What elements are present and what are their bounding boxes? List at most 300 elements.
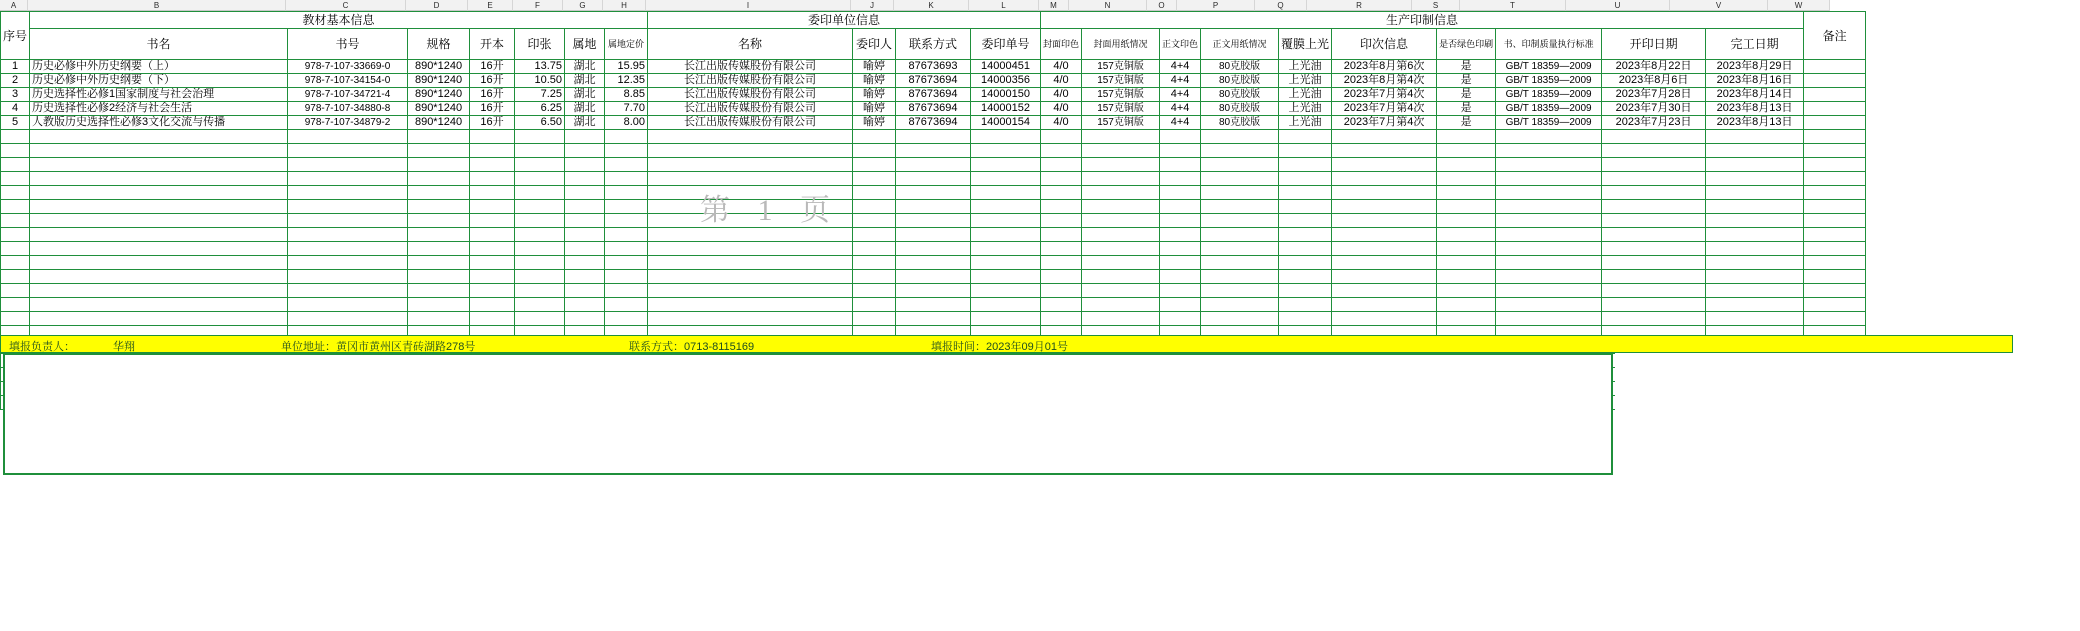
- cell-format[interactable]: 16开: [470, 116, 515, 130]
- cell-empty[interactable]: [896, 172, 971, 186]
- cell-empty[interactable]: [1332, 284, 1437, 298]
- column-header-v[interactable]: V: [1670, 0, 1768, 11]
- cell-empty[interactable]: [288, 270, 408, 284]
- cell-empty[interactable]: [408, 270, 470, 284]
- cell-empty[interactable]: [30, 242, 288, 256]
- cell-empty[interactable]: [1041, 312, 1082, 326]
- cell-empty[interactable]: [1082, 130, 1160, 144]
- cell-empty[interactable]: [1332, 256, 1437, 270]
- cell-cover-color[interactable]: 4/0: [1041, 88, 1082, 102]
- cell-empty[interactable]: [565, 186, 605, 200]
- cell-empty[interactable]: [1160, 256, 1201, 270]
- cell-empty[interactable]: [1602, 214, 1706, 228]
- cell-order-no[interactable]: 14000356: [971, 74, 1041, 88]
- cell-empty[interactable]: [1437, 228, 1496, 242]
- cell-seq[interactable]: 2: [1, 74, 30, 88]
- cell-empty[interactable]: [1279, 214, 1332, 228]
- column-header-i[interactable]: I: [646, 0, 851, 11]
- cell-book-no[interactable]: 978-7-107-34879-2: [288, 116, 408, 130]
- cell-empty[interactable]: [565, 200, 605, 214]
- cell-empty[interactable]: [1160, 172, 1201, 186]
- cell-empty[interactable]: [971, 256, 1041, 270]
- cell-price[interactable]: 8.00: [605, 116, 648, 130]
- cell-empty[interactable]: [1, 256, 30, 270]
- cell-empty[interactable]: [565, 144, 605, 158]
- cell-empty[interactable]: [470, 144, 515, 158]
- cell-empty[interactable]: [1041, 214, 1082, 228]
- cell-empty[interactable]: [288, 228, 408, 242]
- cell-print-info[interactable]: 2023年7月第4次: [1332, 102, 1437, 116]
- cell-empty[interactable]: [1602, 242, 1706, 256]
- cell-empty[interactable]: [853, 228, 896, 242]
- cell-sheets[interactable]: 13.75: [515, 60, 565, 74]
- column-header-p[interactable]: P: [1177, 0, 1255, 11]
- cell-empty[interactable]: [1082, 312, 1160, 326]
- cell-empty[interactable]: [470, 158, 515, 172]
- cell-empty[interactable]: [853, 242, 896, 256]
- cell-empty[interactable]: [1804, 186, 1866, 200]
- cell-empty[interactable]: [971, 298, 1041, 312]
- cell-empty[interactable]: [565, 312, 605, 326]
- cell-empty[interactable]: [30, 186, 288, 200]
- cell-text-paper[interactable]: 80克胶版: [1201, 60, 1279, 74]
- cell-empty[interactable]: [408, 228, 470, 242]
- cell-empty[interactable]: [971, 200, 1041, 214]
- cell-agent[interactable]: 喻婷: [853, 60, 896, 74]
- cell-text-paper[interactable]: 80克胶版: [1201, 102, 1279, 116]
- cell-empty[interactable]: [1082, 284, 1160, 298]
- cell-empty[interactable]: [1804, 130, 1866, 144]
- cell-format[interactable]: 16开: [470, 88, 515, 102]
- cell-empty[interactable]: [605, 144, 648, 158]
- cell-empty[interactable]: [1602, 130, 1706, 144]
- cell-empty[interactable]: [648, 312, 853, 326]
- cell-empty[interactable]: [288, 312, 408, 326]
- cell-empty[interactable]: [1804, 298, 1866, 312]
- cell-lamination[interactable]: 上光油: [1279, 60, 1332, 74]
- cell-empty[interactable]: [1602, 270, 1706, 284]
- cell-empty[interactable]: [605, 228, 648, 242]
- notes-area[interactable]: [3, 353, 1613, 475]
- cell-empty[interactable]: [1041, 186, 1082, 200]
- cell-empty[interactable]: [1706, 172, 1804, 186]
- cell-empty[interactable]: [1496, 130, 1602, 144]
- cell-empty[interactable]: [1706, 200, 1804, 214]
- cell-empty[interactable]: [853, 298, 896, 312]
- cell-empty[interactable]: [1, 186, 30, 200]
- column-header-f[interactable]: F: [513, 0, 563, 11]
- cell-empty[interactable]: [470, 298, 515, 312]
- cell-remark[interactable]: [1804, 102, 1866, 116]
- cell-empty[interactable]: [1602, 284, 1706, 298]
- cell-cover-paper[interactable]: 157克铜版: [1082, 60, 1160, 74]
- cell-empty[interactable]: [515, 144, 565, 158]
- cell-empty[interactable]: [1496, 144, 1602, 158]
- cell-empty[interactable]: [408, 172, 470, 186]
- cell-region[interactable]: 湖北: [565, 60, 605, 74]
- cell-book-name[interactable]: 历史必修中外历史纲要（下）: [30, 74, 288, 88]
- cell-cover-color[interactable]: 4/0: [1041, 60, 1082, 74]
- cell-empty[interactable]: [853, 130, 896, 144]
- cell-remark[interactable]: [1804, 116, 1866, 130]
- cell-price[interactable]: 12.35: [605, 74, 648, 88]
- cell-empty[interactable]: [1041, 298, 1082, 312]
- cell-empty[interactable]: [605, 186, 648, 200]
- cell-order-no[interactable]: 14000154: [971, 116, 1041, 130]
- cell-empty[interactable]: [1160, 214, 1201, 228]
- cell-empty[interactable]: [1496, 172, 1602, 186]
- cell-empty[interactable]: [1496, 270, 1602, 284]
- cell-empty[interactable]: [1160, 228, 1201, 242]
- cell-empty[interactable]: [853, 186, 896, 200]
- cell-cover-color[interactable]: 4/0: [1041, 102, 1082, 116]
- column-header-d[interactable]: D: [406, 0, 468, 11]
- cell-empty[interactable]: [1279, 172, 1332, 186]
- cell-agent[interactable]: 喻婷: [853, 102, 896, 116]
- cell-empty[interactable]: [408, 298, 470, 312]
- cell-empty[interactable]: [1, 270, 30, 284]
- cell-empty[interactable]: [648, 172, 853, 186]
- cell-price[interactable]: 15.95: [605, 60, 648, 74]
- cell-empty[interactable]: [1804, 228, 1866, 242]
- cell-empty[interactable]: [1332, 270, 1437, 284]
- cell-seq[interactable]: 4: [1, 102, 30, 116]
- cell-empty[interactable]: [1437, 200, 1496, 214]
- cell-empty[interactable]: [605, 130, 648, 144]
- cell-empty[interactable]: [1082, 158, 1160, 172]
- cell-empty[interactable]: [605, 242, 648, 256]
- cell-text-color[interactable]: 4+4: [1160, 116, 1201, 130]
- cell-empty[interactable]: [1602, 144, 1706, 158]
- cell-seq[interactable]: 1: [1, 60, 30, 74]
- cell-lamination[interactable]: 上光油: [1279, 102, 1332, 116]
- cell-remark[interactable]: [1804, 60, 1866, 74]
- cell-empty[interactable]: [1804, 144, 1866, 158]
- cell-empty[interactable]: [1041, 256, 1082, 270]
- cell-empty[interactable]: [408, 312, 470, 326]
- cell-empty[interactable]: [605, 158, 648, 172]
- cell-empty[interactable]: [1437, 144, 1496, 158]
- cell-empty[interactable]: [30, 298, 288, 312]
- cell-empty[interactable]: [1602, 172, 1706, 186]
- cell-empty[interactable]: [565, 242, 605, 256]
- cell-empty[interactable]: [288, 130, 408, 144]
- cell-empty[interactable]: [30, 312, 288, 326]
- cell-green-print[interactable]: 是: [1437, 88, 1496, 102]
- cell-book-name[interactable]: 历史选择性必修1国家制度与社会治理: [30, 88, 288, 102]
- cell-lamination[interactable]: 上光油: [1279, 88, 1332, 102]
- cell-lamination[interactable]: 上光油: [1279, 116, 1332, 130]
- cell-empty[interactable]: [30, 172, 288, 186]
- cell-empty[interactable]: [1, 242, 30, 256]
- cell-empty[interactable]: [648, 186, 853, 200]
- cell-empty[interactable]: [1332, 144, 1437, 158]
- cell-empty[interactable]: [408, 200, 470, 214]
- cell-book-name[interactable]: 历史必修中外历史纲要（上）: [30, 60, 288, 74]
- cell-empty[interactable]: [1706, 298, 1804, 312]
- cell-empty[interactable]: [1279, 270, 1332, 284]
- cell-empty[interactable]: [1, 214, 30, 228]
- cell-empty[interactable]: [408, 242, 470, 256]
- cell-empty[interactable]: [896, 158, 971, 172]
- cell-empty[interactable]: [853, 200, 896, 214]
- cell-quality-std[interactable]: GB/T 18359—2009: [1496, 102, 1602, 116]
- cell-empty[interactable]: [896, 284, 971, 298]
- cell-cover-paper[interactable]: 157克铜版: [1082, 74, 1160, 88]
- cell-empty[interactable]: [1706, 144, 1804, 158]
- cell-empty[interactable]: [30, 130, 288, 144]
- cell-empty[interactable]: [605, 270, 648, 284]
- cell-empty[interactable]: [971, 228, 1041, 242]
- cell-book-no[interactable]: 978-7-107-34880-8: [288, 102, 408, 116]
- cell-empty[interactable]: [408, 214, 470, 228]
- cell-empty[interactable]: [515, 214, 565, 228]
- cell-empty[interactable]: [1496, 312, 1602, 326]
- cell-empty[interactable]: [288, 186, 408, 200]
- cell-empty[interactable]: [470, 186, 515, 200]
- cell-empty[interactable]: [853, 256, 896, 270]
- cell-empty[interactable]: [853, 214, 896, 228]
- cell-client-name[interactable]: 长江出版传媒股份有限公司: [648, 88, 853, 102]
- cell-format[interactable]: 16开: [470, 60, 515, 74]
- cell-book-no[interactable]: 978-7-107-34154-0: [288, 74, 408, 88]
- cell-empty[interactable]: [1332, 242, 1437, 256]
- cell-contact[interactable]: 87673694: [896, 74, 971, 88]
- cell-empty[interactable]: [515, 186, 565, 200]
- cell-empty[interactable]: [1, 200, 30, 214]
- cell-empty[interactable]: [1041, 172, 1082, 186]
- cell-empty[interactable]: [1437, 312, 1496, 326]
- cell-empty[interactable]: [408, 158, 470, 172]
- cell-empty[interactable]: [1201, 270, 1279, 284]
- cell-empty[interactable]: [648, 158, 853, 172]
- cell-empty[interactable]: [1706, 158, 1804, 172]
- column-header-m[interactable]: M: [1039, 0, 1069, 11]
- cell-empty[interactable]: [1201, 186, 1279, 200]
- cell-empty[interactable]: [288, 172, 408, 186]
- cell-empty[interactable]: [1804, 312, 1866, 326]
- cell-empty[interactable]: [1804, 284, 1866, 298]
- cell-empty[interactable]: [1082, 200, 1160, 214]
- cell-text-paper[interactable]: 80克胶版: [1201, 88, 1279, 102]
- cell-empty[interactable]: [1496, 158, 1602, 172]
- cell-empty[interactable]: [1160, 158, 1201, 172]
- cell-format[interactable]: 16开: [470, 102, 515, 116]
- cell-empty[interactable]: [565, 228, 605, 242]
- cell-empty[interactable]: [30, 256, 288, 270]
- cell-empty[interactable]: [288, 200, 408, 214]
- cell-empty[interactable]: [1496, 256, 1602, 270]
- cell-empty[interactable]: [648, 200, 853, 214]
- cell-empty[interactable]: [1082, 172, 1160, 186]
- cell-print-info[interactable]: 2023年7月第4次: [1332, 88, 1437, 102]
- cell-empty[interactable]: [1082, 242, 1160, 256]
- column-header-s[interactable]: S: [1412, 0, 1460, 11]
- cell-text-color[interactable]: 4+4: [1160, 102, 1201, 116]
- cell-empty[interactable]: [1082, 186, 1160, 200]
- cell-empty[interactable]: [1602, 228, 1706, 242]
- cell-empty[interactable]: [971, 172, 1041, 186]
- cell-empty[interactable]: [1201, 214, 1279, 228]
- cell-empty[interactable]: [1, 312, 30, 326]
- cell-empty[interactable]: [853, 144, 896, 158]
- cell-empty[interactable]: [896, 270, 971, 284]
- cell-format[interactable]: 16开: [470, 74, 515, 88]
- cell-empty[interactable]: [1201, 144, 1279, 158]
- cell-empty[interactable]: [1496, 200, 1602, 214]
- column-header-r[interactable]: R: [1307, 0, 1412, 11]
- cell-empty[interactable]: [971, 144, 1041, 158]
- cell-empty[interactable]: [30, 200, 288, 214]
- cell-empty[interactable]: [1160, 144, 1201, 158]
- cell-empty[interactable]: [971, 312, 1041, 326]
- cell-empty[interactable]: [1332, 200, 1437, 214]
- cell-finish-date[interactable]: 2023年8月13日: [1706, 116, 1804, 130]
- cell-empty[interactable]: [605, 312, 648, 326]
- column-header-l[interactable]: L: [969, 0, 1039, 11]
- cell-print-info[interactable]: 2023年8月第6次: [1332, 60, 1437, 74]
- cell-empty[interactable]: [1496, 228, 1602, 242]
- cell-empty[interactable]: [971, 270, 1041, 284]
- column-header-n[interactable]: N: [1069, 0, 1147, 11]
- cell-region[interactable]: 湖北: [565, 116, 605, 130]
- cell-empty[interactable]: [1804, 270, 1866, 284]
- column-header-w[interactable]: W: [1768, 0, 1830, 11]
- cell-empty[interactable]: [648, 284, 853, 298]
- cell-empty[interactable]: [605, 298, 648, 312]
- cell-spec[interactable]: 890*1240: [408, 88, 470, 102]
- cell-empty[interactable]: [1437, 284, 1496, 298]
- cell-empty[interactable]: [1, 144, 30, 158]
- cell-quality-std[interactable]: GB/T 18359—2009: [1496, 60, 1602, 74]
- cell-empty[interactable]: [1201, 200, 1279, 214]
- cell-empty[interactable]: [1082, 144, 1160, 158]
- cell-sheets[interactable]: 6.50: [515, 116, 565, 130]
- cell-empty[interactable]: [470, 214, 515, 228]
- cell-empty[interactable]: [896, 228, 971, 242]
- cell-empty[interactable]: [1279, 312, 1332, 326]
- cell-empty[interactable]: [853, 284, 896, 298]
- cell-empty[interactable]: [565, 158, 605, 172]
- cell-empty[interactable]: [896, 256, 971, 270]
- cell-cover-color[interactable]: 4/0: [1041, 116, 1082, 130]
- cell-empty[interactable]: [470, 284, 515, 298]
- cell-region[interactable]: 湖北: [565, 102, 605, 116]
- column-header-g[interactable]: G: [563, 0, 603, 11]
- cell-empty[interactable]: [288, 256, 408, 270]
- cell-empty[interactable]: [1201, 256, 1279, 270]
- cell-text-paper[interactable]: 80克胶版: [1201, 116, 1279, 130]
- cell-finish-date[interactable]: 2023年8月29日: [1706, 60, 1804, 74]
- column-header-o[interactable]: O: [1147, 0, 1177, 11]
- cell-empty[interactable]: [1201, 130, 1279, 144]
- cell-empty[interactable]: [1804, 158, 1866, 172]
- cell-agent[interactable]: 喻婷: [853, 116, 896, 130]
- cell-empty[interactable]: [605, 256, 648, 270]
- cell-empty[interactable]: [1, 172, 30, 186]
- cell-order-no[interactable]: 14000451: [971, 60, 1041, 74]
- cell-cover-color[interactable]: 4/0: [1041, 74, 1082, 88]
- cell-remark[interactable]: [1804, 74, 1866, 88]
- cell-empty[interactable]: [470, 172, 515, 186]
- cell-empty[interactable]: [1602, 298, 1706, 312]
- cell-empty[interactable]: [1279, 298, 1332, 312]
- cell-book-no[interactable]: 978-7-107-33669-0: [288, 60, 408, 74]
- cell-empty[interactable]: [1160, 270, 1201, 284]
- column-header-u[interactable]: U: [1566, 0, 1670, 11]
- cell-start-date[interactable]: 2023年7月23日: [1602, 116, 1706, 130]
- cell-sheets[interactable]: 10.50: [515, 74, 565, 88]
- cell-empty[interactable]: [1160, 312, 1201, 326]
- cell-empty[interactable]: [1279, 228, 1332, 242]
- cell-empty[interactable]: [1437, 186, 1496, 200]
- cell-empty[interactable]: [1201, 284, 1279, 298]
- cell-empty[interactable]: [1201, 312, 1279, 326]
- cell-empty[interactable]: [1602, 256, 1706, 270]
- cell-empty[interactable]: [1706, 312, 1804, 326]
- cell-empty[interactable]: [1706, 284, 1804, 298]
- cell-text-color[interactable]: 4+4: [1160, 88, 1201, 102]
- cell-empty[interactable]: [470, 270, 515, 284]
- cell-empty[interactable]: [288, 158, 408, 172]
- cell-price[interactable]: 7.70: [605, 102, 648, 116]
- cell-quality-std[interactable]: GB/T 18359—2009: [1496, 88, 1602, 102]
- cell-empty[interactable]: [1, 284, 30, 298]
- cell-empty[interactable]: [1332, 158, 1437, 172]
- cell-empty[interactable]: [1437, 172, 1496, 186]
- cell-empty[interactable]: [1437, 270, 1496, 284]
- cell-client-name[interactable]: 长江出版传媒股份有限公司: [648, 74, 853, 88]
- cell-empty[interactable]: [515, 158, 565, 172]
- cell-empty[interactable]: [1804, 172, 1866, 186]
- cell-empty[interactable]: [565, 214, 605, 228]
- cell-empty[interactable]: [896, 312, 971, 326]
- cell-book-name[interactable]: 人教版历史选择性必修3文化交流与传播: [30, 116, 288, 130]
- cell-print-info[interactable]: 2023年7月第4次: [1332, 116, 1437, 130]
- cell-empty[interactable]: [1496, 242, 1602, 256]
- cell-empty[interactable]: [1437, 214, 1496, 228]
- cell-empty[interactable]: [1496, 298, 1602, 312]
- cell-empty[interactable]: [1041, 144, 1082, 158]
- cell-empty[interactable]: [896, 298, 971, 312]
- column-header-b[interactable]: B: [28, 0, 286, 11]
- cell-empty[interactable]: [1279, 158, 1332, 172]
- cell-empty[interactable]: [1804, 200, 1866, 214]
- cell-empty[interactable]: [1041, 242, 1082, 256]
- cell-green-print[interactable]: 是: [1437, 60, 1496, 74]
- cell-region[interactable]: 湖北: [565, 88, 605, 102]
- cell-empty[interactable]: [1706, 256, 1804, 270]
- cell-empty[interactable]: [288, 242, 408, 256]
- column-header-a[interactable]: A: [0, 0, 28, 11]
- cell-empty[interactable]: [1082, 298, 1160, 312]
- cell-cover-paper[interactable]: 157克铜版: [1082, 88, 1160, 102]
- cell-text-paper[interactable]: 80克胶版: [1201, 74, 1279, 88]
- cell-start-date[interactable]: 2023年8月22日: [1602, 60, 1706, 74]
- cell-empty[interactable]: [648, 270, 853, 284]
- cell-empty[interactable]: [565, 298, 605, 312]
- cell-empty[interactable]: [896, 130, 971, 144]
- cell-empty[interactable]: [1279, 284, 1332, 298]
- cell-empty[interactable]: [565, 270, 605, 284]
- cell-spec[interactable]: 890*1240: [408, 116, 470, 130]
- cell-client-name[interactable]: 长江出版传媒股份有限公司: [648, 116, 853, 130]
- cell-empty[interactable]: [515, 256, 565, 270]
- cell-empty[interactable]: [1332, 312, 1437, 326]
- cell-order-no[interactable]: 14000152: [971, 102, 1041, 116]
- cell-empty[interactable]: [1082, 228, 1160, 242]
- cell-sheets[interactable]: 6.25: [515, 102, 565, 116]
